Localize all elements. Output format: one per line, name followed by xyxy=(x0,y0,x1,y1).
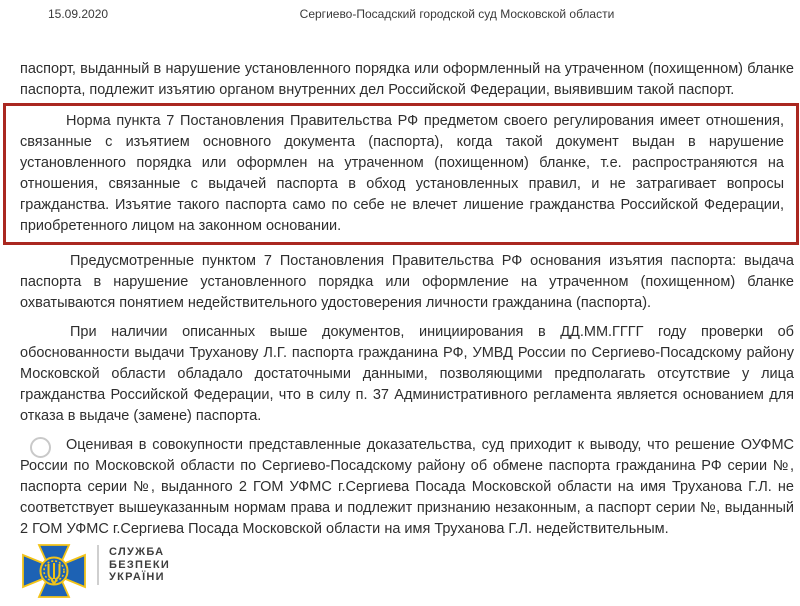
document-header xyxy=(0,7,800,23)
intro-paragraph: паспорт, выданный в нарушение установленного порядка или оформленный на утраченном (похищенном) бланке паспорта, подлежит изъятию органом внутренних дел Российской Федерации, выявившим такой паспорт. xyxy=(20,61,794,98)
wordmark-line: СЛУЖБА xyxy=(109,546,165,558)
sbu-emblem-icon xyxy=(20,542,88,600)
logo-divider xyxy=(97,545,99,585)
paragraph: Оценивая в совокупности представленные доказательства, суд приходит к выводу, что решение ОУФМС России по Московской области по Сергиево-Посадскому району об обмене паспорта гражданина РФ серии №, паспорта серии №, выданного 2 ГОМ УФМС г.Сергиева Посада Московской области на имя Труханова Г.Л. не соответствует вышеуказанным нормам права и подлежит признанию незаконным, а паспорт серии №, выданный 2 ГОМ УФМС г.Сергиева Посада Московской области на имя Труханова Г.Л. недействительным. xyxy=(20,437,794,537)
document-date: 15.09.2020 xyxy=(48,7,109,21)
stamp-ring-mark xyxy=(30,437,51,458)
wordmark-line: УКРАЇНИ xyxy=(109,571,165,583)
paragraph: При наличии описанных выше документов, инициирования в ДД.ММ.ГГГГ году проверки об обоснованности выдачи Труханову Л.Г. паспорта гражданина РФ, УМВД России по Сергиево-Посадскому району Московской области обладало достаточными данными, позволяющими предполагать отсутствие у лица гражданства Российской Федерации, что в силу п. 37 Административного регламента является основанием для отказа в выдаче (замене) паспорта. xyxy=(20,324,794,424)
document-body xyxy=(20,59,794,540)
paragraph: Предусмотренные пунктом 7 Постановления Правительства РФ основания изъятия паспорта: выдача паспорта в нарушение установленного порядка или оформление на утраченном (похищенном) бланке охватываются понятием недействительного удостоверения личности гражданина (паспорта). xyxy=(20,253,794,311)
wordmark-line: БЕЗПЕКИ xyxy=(109,558,171,571)
court-name: Сергиево-Посадский городской суд Московской области xyxy=(299,7,615,21)
sbu-watermark xyxy=(20,542,170,600)
highlight-annotation-box xyxy=(3,103,799,245)
sbu-wordmark xyxy=(109,542,170,584)
paragraph-with-stamp xyxy=(20,435,794,540)
highlighted-paragraph: Норма пункта 7 Постановления Правительства РФ предметом своего регулирования имеет отношения, связанные с изъятием основного документа (паспорта), когда такой документ выдан в нарушение установленного порядка или оформлен на утраченном (похищенном) бланке, т.е. распространяются на отношения, связанные с выдачей паспорта в обход установленных правил, и не затрагивает вопросы гражданства. Изъятие такого паспорта само по себе не влечет лишение гражданства Российской Федерации, приобретенного лицом на законном основании. xyxy=(20,113,784,234)
